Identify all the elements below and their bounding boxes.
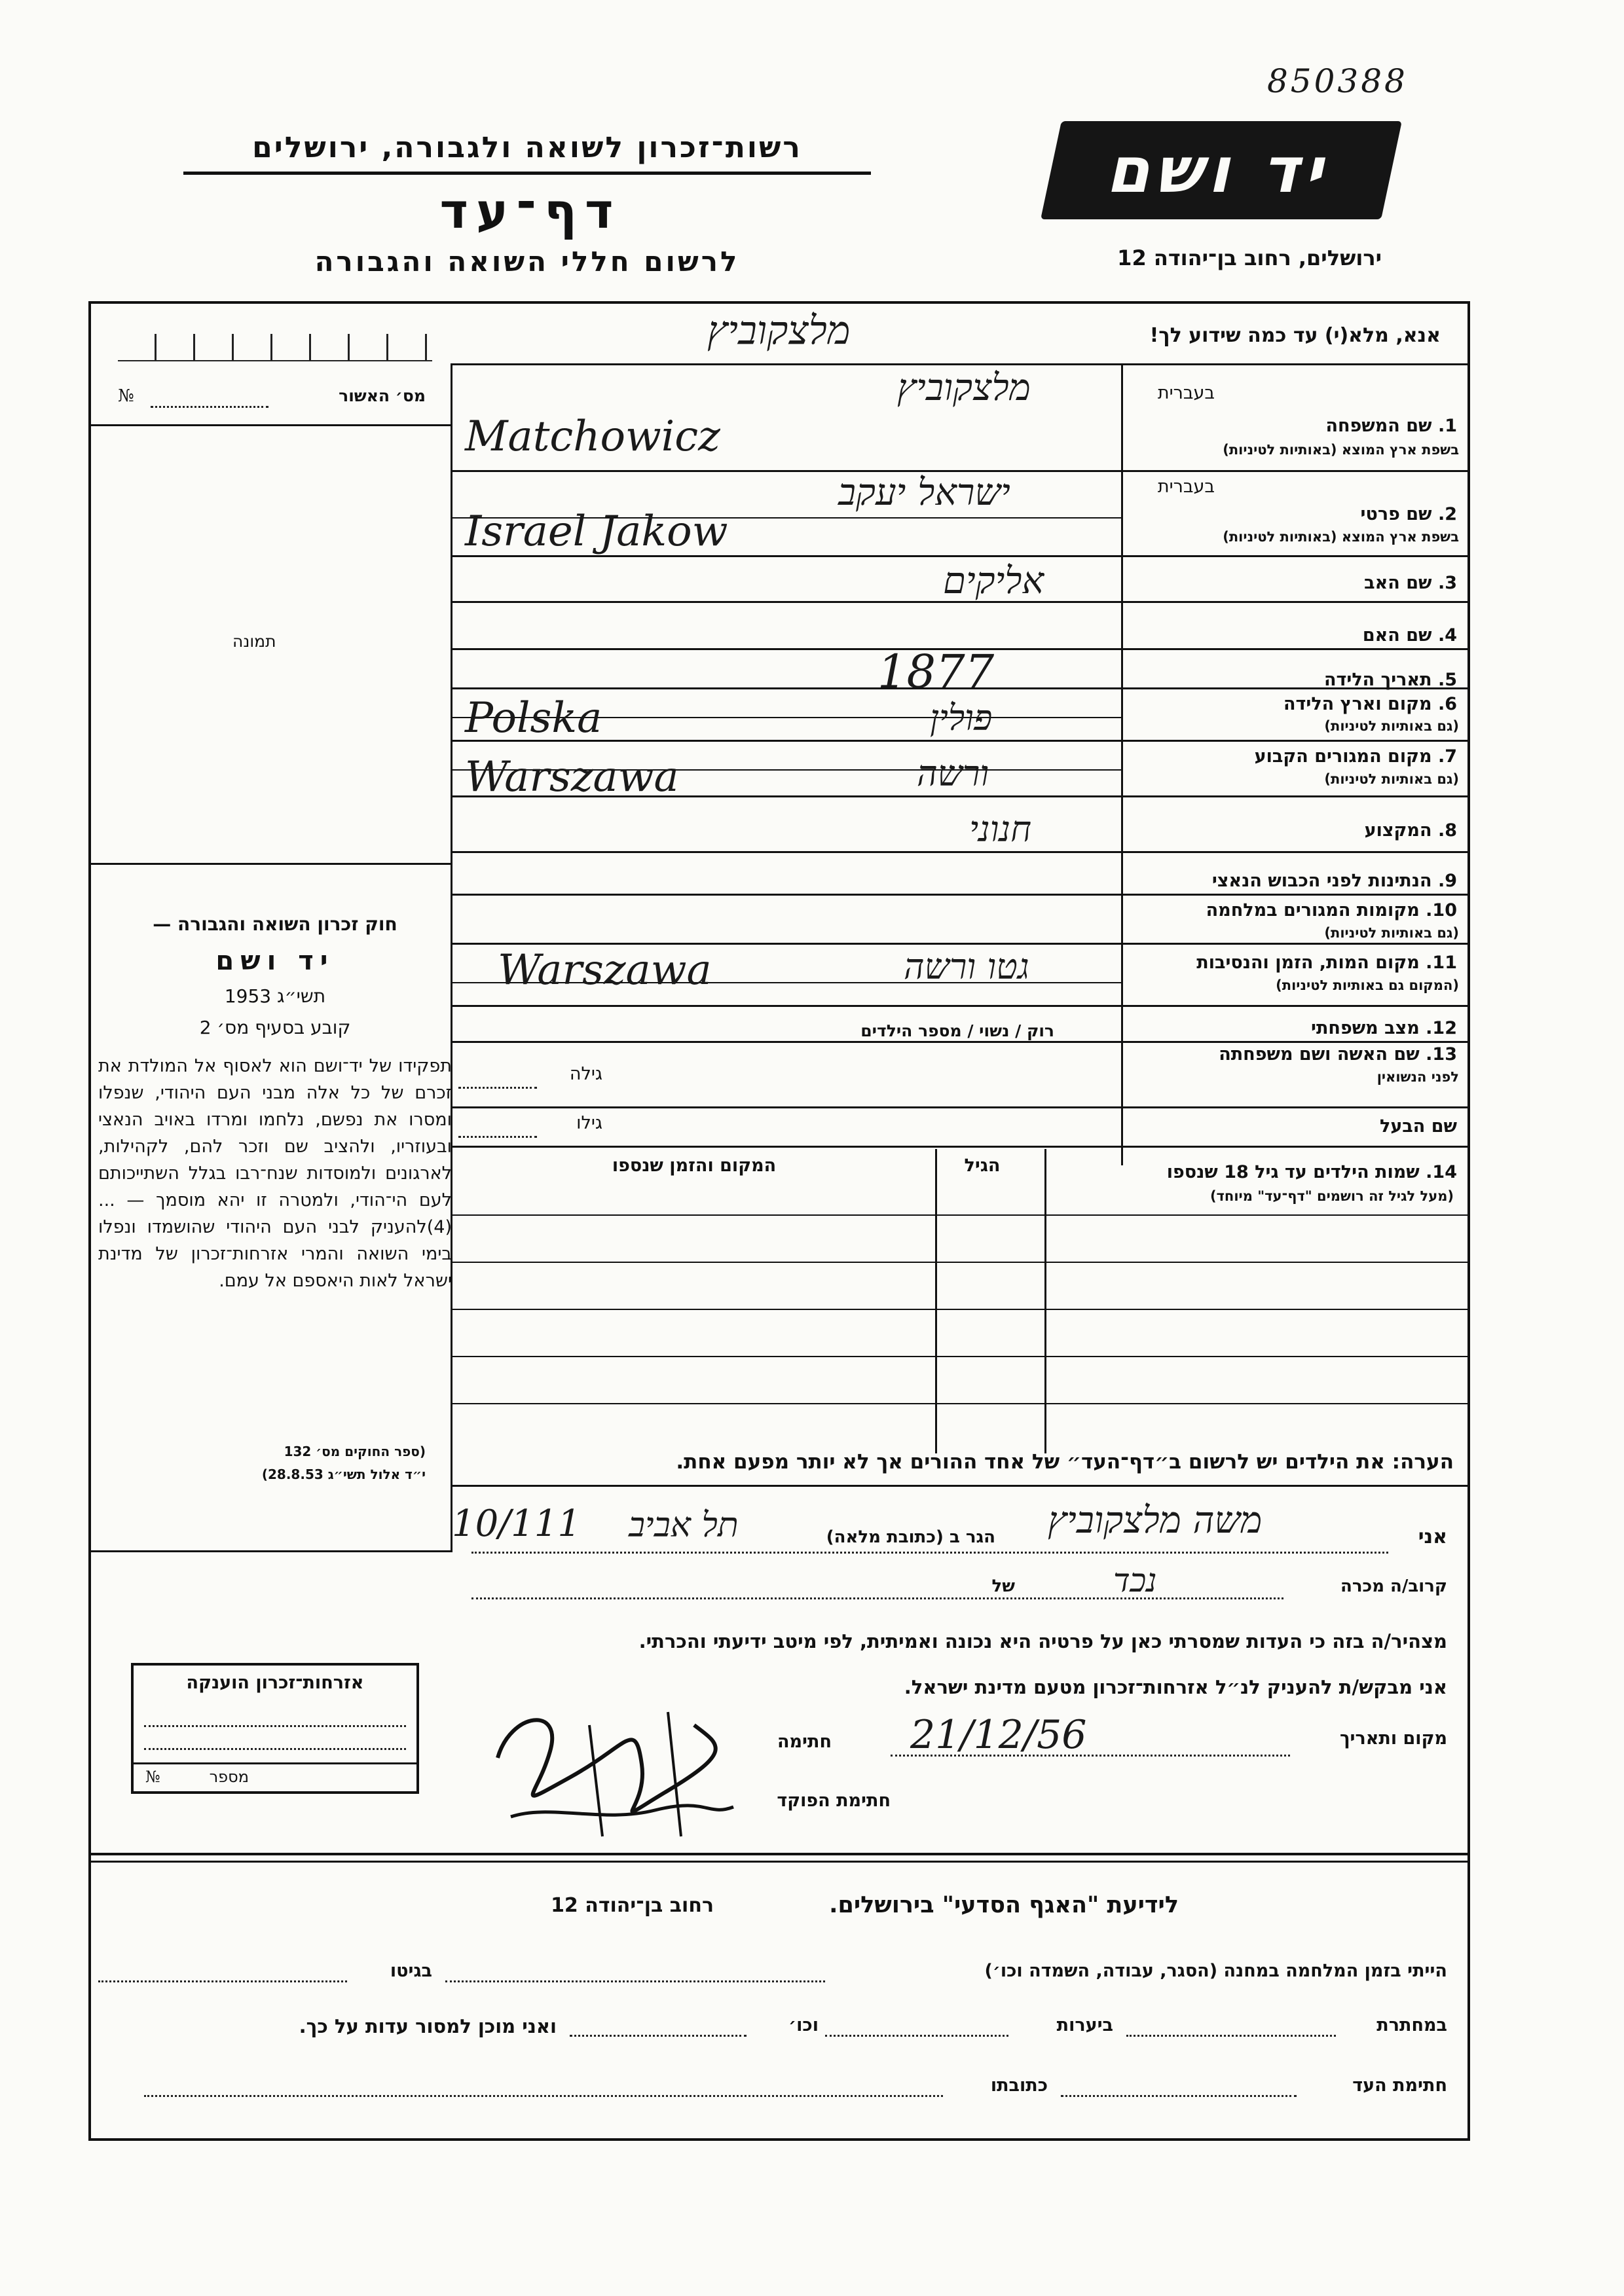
law-text: תפקידו של יד־ושם הוא לאסוף אל המולדת את זכרם של כל אלה מבני העם היהודי, שנפלו ומסרו את נפשם, נלחמו ומרדו באויב הנאצי ובעוזריו, ולהציב שם וזכר להם, לקהילות, לארגונים ולמוסדות שנח־רבו בגלל השתייכותם לעם הי־הודי, ולמטרה זו יהא מוסמך — ...(4)להעניק לבני העם היהודי שהושמדו ונפלו בימי השואה והמרי אזרחות־זכרון של מדינת ישראל לאות היאספם אל עמם. <box>98 1056 452 1291</box>
field-6-value-hebrew: פולין <box>930 697 993 738</box>
decl-date: 21/12/56 <box>910 1712 1087 1758</box>
field-1-label-text: שם המשפחה <box>1325 416 1432 436</box>
bottom-line1-dots-2 <box>98 1980 347 1982</box>
field-11-value-hebrew: גטו ורשה <box>904 946 1029 987</box>
form-row-line <box>452 1146 1470 1148</box>
bottom-line3-dots-2 <box>144 2095 943 2097</box>
field-3-num: 3. <box>1437 573 1457 593</box>
field-1-hebrew-label: בעברית <box>1157 383 1215 403</box>
citizenship-line-2 <box>144 1748 406 1750</box>
note: הערה: את הילדים יש לרשום ב״דף־העד״ של אחד ההורים אך לא יותר מפעם אחת. <box>676 1450 1454 1474</box>
husband-age-label: גילו <box>576 1113 602 1133</box>
archive-number: 850388 <box>1267 62 1408 100</box>
children-table-row <box>452 1309 1470 1310</box>
photo-bottom-line <box>88 863 452 865</box>
label-column-divider <box>1121 363 1123 1165</box>
field-14-label <box>1058 1162 1457 1182</box>
field-2-sublabel: בשפת ארץ המוצא (באותיות לטיניות) <box>1223 529 1459 545</box>
form-row-line <box>452 740 1470 742</box>
field-10-num: 10. <box>1426 900 1457 920</box>
form-subtitle: לרשום חללי השואה והגבורה <box>314 246 740 278</box>
form-row-line <box>452 943 1470 945</box>
bottom-line3-dots-1 <box>1061 2095 1297 2097</box>
field-7-value-latin: Warszawa <box>465 753 679 801</box>
field-8-label <box>1130 820 1457 841</box>
decl-line-2 <box>471 1597 1283 1599</box>
bottom-line2-dots-3 <box>570 2035 747 2037</box>
approval-num-sign: № <box>118 386 134 406</box>
citizenship-title: אזרחות־זכרון הוענקה <box>186 1673 364 1693</box>
bottom-line1-a: הייתי בזמן המלחמה במחנה (הסגר, עבודה, השמדה וכו׳) <box>984 1961 1447 1981</box>
field-6-label-text: מקום וארץ הלידה <box>1283 694 1432 714</box>
decl-official-signature-label: חתימת הפוקד <box>777 1791 891 1811</box>
decl-i-label: אני <box>1418 1525 1447 1548</box>
decl-relation-label: קרוב/ה מכרה <box>1340 1576 1447 1596</box>
bottom-line2-dots-2 <box>825 2035 1008 2037</box>
field-7-label-text: מקום המגורים הקבוע <box>1254 746 1432 767</box>
decl-relation-value: נכד <box>1113 1561 1157 1599</box>
form-row-line <box>452 1005 1470 1007</box>
form-title: דף־עד <box>439 183 621 240</box>
field-7-value-hebrew: ורשה <box>917 753 989 794</box>
field-8-label-text: המקצוע <box>1364 820 1432 841</box>
decl-name: משה מלצקוביץ <box>1048 1499 1263 1542</box>
children-table-row <box>452 1356 1470 1357</box>
field-14-sublabel: (מעל לגיל זה רושמים "דף־עד" מיוחד) <box>1209 1188 1454 1204</box>
field-13-sublabel: לפני הנשואין <box>1376 1069 1459 1085</box>
field-11-value-latin: Warszawa <box>498 946 712 994</box>
bottom-line1-b: בגיטו <box>390 1961 432 1981</box>
instruction-line <box>452 363 1470 365</box>
decl-place-date-label: מקום ותאריך <box>1339 1728 1447 1749</box>
side-panel-bottom <box>88 1550 452 1552</box>
field-13-age-label: גילה <box>569 1064 602 1084</box>
decl-date-dots <box>891 1755 1290 1757</box>
citizenship-line-1 <box>144 1725 406 1727</box>
form-row-line <box>452 851 1470 853</box>
field-1-value-latin: Matchowicz <box>465 412 720 461</box>
yad-vashem-logo <box>1041 121 1402 219</box>
field-3-label <box>1130 573 1457 593</box>
field-11-num: 11. <box>1426 953 1457 973</box>
field-10-label <box>1130 900 1457 920</box>
field-2-value-latin: Israel Jakow <box>465 507 728 556</box>
note-bottom-line <box>452 1485 1470 1487</box>
bottom-line2-c: וכו׳ <box>788 2015 819 2035</box>
husband-age-dots <box>458 1136 537 1138</box>
field-6-value-latin: Polska <box>465 694 602 742</box>
citizenship-number-label: מספר <box>209 1768 249 1786</box>
authority-title: רשות־זכרון לשואה ולגבורה, ירושלים <box>252 131 802 164</box>
law-footnote-2: י״ד אלול תשי״ג 28.8.53) <box>261 1467 426 1482</box>
citizenship-number-row <box>131 1762 419 1764</box>
bottom-line2-dots-1 <box>1126 2035 1336 2037</box>
children-age-col-right <box>1044 1149 1046 1453</box>
field-1-value-hebrew: מלצקוביץ <box>897 367 1031 409</box>
field-4-label <box>1130 625 1457 646</box>
law-section: קובע בסעיף מס׳ 2 <box>199 1017 351 1038</box>
section-separator-2 <box>88 1861 1470 1863</box>
fill-instruction: אנא, מלא(י) עד כמה שידוע לך! <box>1149 324 1441 347</box>
bottom-title: לידיעת "האגף הסדעי" בירושלים. <box>829 1892 1179 1918</box>
children-age-header: הגיל <box>964 1156 1001 1176</box>
field-6-sublabel: (גם באותיות לטיניות) <box>1324 718 1459 734</box>
field-7-sublabel: (גם באותיות לטיניות) <box>1324 771 1459 787</box>
address: ירושלים, רחוב בן־יהודה 12 <box>1117 246 1382 270</box>
decl-request: אני מבקש/ת להעניק לנ״ל אזרחות־זכרון מטעם מדינת ישראל. <box>904 1676 1447 1698</box>
handwritten-top: מלצקוביץ <box>707 308 851 354</box>
field-12-label <box>1130 1018 1457 1038</box>
form-row-line <box>452 1106 1470 1108</box>
field-5-num: 5. <box>1437 670 1457 690</box>
field-10-sublabel: (גם באותיות לטיניות) <box>1324 925 1459 941</box>
field-2-num: 2. <box>1437 504 1457 524</box>
field-4-label-text: שם האם <box>1362 625 1432 646</box>
children-place-header: המקום והזמן שנספו <box>612 1156 777 1176</box>
decl-statement: מצהיר/ה בזה כי העדות שמסרתי כאן על פרטיה היא נכונה ואמיתית, לפי מיטב ידיעתי והכרתי. <box>638 1630 1447 1652</box>
field-13-num: 13. <box>1426 1044 1457 1065</box>
field-11-label <box>1130 953 1457 973</box>
decl-address-number: 10/111 <box>452 1503 581 1545</box>
field-5-label <box>1130 670 1457 690</box>
bottom-line2-a: במחתרת <box>1376 2015 1447 2035</box>
field-6-label <box>1130 694 1457 714</box>
form-row-line <box>452 894 1470 896</box>
field-9-label <box>1130 871 1457 891</box>
decl-residing-label: הגר ב (כתובת מלאה) <box>826 1527 995 1547</box>
photo-top-line <box>88 424 452 426</box>
field-2-label-text: שם פרטי <box>1360 504 1432 524</box>
section-separator-1 <box>88 1853 1470 1855</box>
field-12-value: רוק / נשוי / מספר הילדים <box>860 1021 1054 1040</box>
children-table-row <box>452 1214 1470 1216</box>
decl-address: תל אביב <box>629 1506 739 1545</box>
field-8-value: חנוני <box>969 809 1032 850</box>
field-4-num: 4. <box>1437 625 1457 646</box>
bottom-line2-d: ואני מוכן למסור עדות על כך. <box>299 2015 557 2037</box>
children-table-row <box>452 1262 1470 1263</box>
bottom-line1-dots <box>445 1980 825 1982</box>
law-footnote-1: (ספר החוקים מס׳ 132 <box>284 1444 426 1459</box>
field-2-label <box>1130 504 1457 524</box>
husband-label: שם הבעל <box>1379 1116 1457 1137</box>
field-14-label-text: שמות הילדים עד גיל 18 שנספו <box>1166 1162 1420 1182</box>
signature-scribble <box>471 1686 747 1850</box>
photo-label: תמונה <box>232 632 276 651</box>
field-7-label <box>1130 746 1457 767</box>
field-13-label-text: שם האשה ושם משפחתה <box>1219 1044 1420 1065</box>
field-1-label <box>1130 416 1457 436</box>
approval-ticks <box>118 334 432 361</box>
field-8-num: 8. <box>1437 820 1457 841</box>
field-6-num: 6. <box>1437 694 1457 714</box>
field-5-label-text: תאריך הלידה <box>1323 670 1432 690</box>
law-name: יד ושם <box>215 946 335 976</box>
approval-label: מס׳ האשור <box>339 386 426 405</box>
bottom-line2-b: ביערות <box>1056 2015 1113 2035</box>
field-7-num: 7. <box>1437 746 1457 767</box>
field-1-sublabel: בשפת ארץ המוצא (באותיות לטיניות) <box>1223 442 1459 458</box>
decl-signature-label: חתימה <box>777 1732 832 1752</box>
decl-line-1 <box>471 1552 1388 1554</box>
decl-of-label: של <box>991 1576 1015 1596</box>
bottom-address: רחוב בן־יהודה 12 <box>551 1894 714 1917</box>
field-14-num: 14. <box>1426 1162 1457 1182</box>
field-11-sublabel: (המקום גם באותיות לטיניות) <box>1276 977 1459 993</box>
bottom-line3-a: חתימת העד <box>1352 2075 1447 2096</box>
field-3-label-text: שם האב <box>1364 573 1432 593</box>
citizenship-num-sign: № <box>145 1768 160 1786</box>
field-2-hebrew-label: בעברית <box>1157 477 1215 497</box>
field-5-value: 1877 <box>877 645 995 699</box>
law-year-number: 1953 <box>224 985 272 1007</box>
authority-underline <box>183 172 871 175</box>
field-12-label-text: מצב משפחתי <box>1311 1018 1420 1038</box>
field-9-label-text: הנתינות לפני הכבוש הנאצי <box>1211 871 1432 891</box>
field-3-value: אליקים <box>943 560 1044 602</box>
field-9-num: 9. <box>1437 871 1457 891</box>
field-12-num: 12. <box>1426 1018 1457 1038</box>
children-age-col-left <box>935 1149 937 1453</box>
form-row-line <box>452 1041 1470 1043</box>
law-year <box>98 985 452 1007</box>
law-year-hebrew: תשי״ג <box>277 985 326 1007</box>
field-11-label-text: מקום המות, הזמן והנסיבות <box>1196 953 1420 973</box>
approval-dots <box>151 406 268 408</box>
field-10-label-text: מקומות המגורים במלחמה <box>1206 900 1420 920</box>
field-13-label <box>1130 1044 1457 1065</box>
field-13-age-dots <box>458 1087 537 1089</box>
children-table-row <box>452 1403 1470 1404</box>
law-title: חוק זכרון השואה והגבורה — <box>153 913 397 935</box>
field-2-value-hebrew: ישראל יעקב <box>838 471 1010 514</box>
field-1-num: 1. <box>1437 416 1457 436</box>
bottom-line3-b: כתובתו <box>990 2075 1048 2096</box>
logo-text: יד ושם <box>1102 134 1340 207</box>
